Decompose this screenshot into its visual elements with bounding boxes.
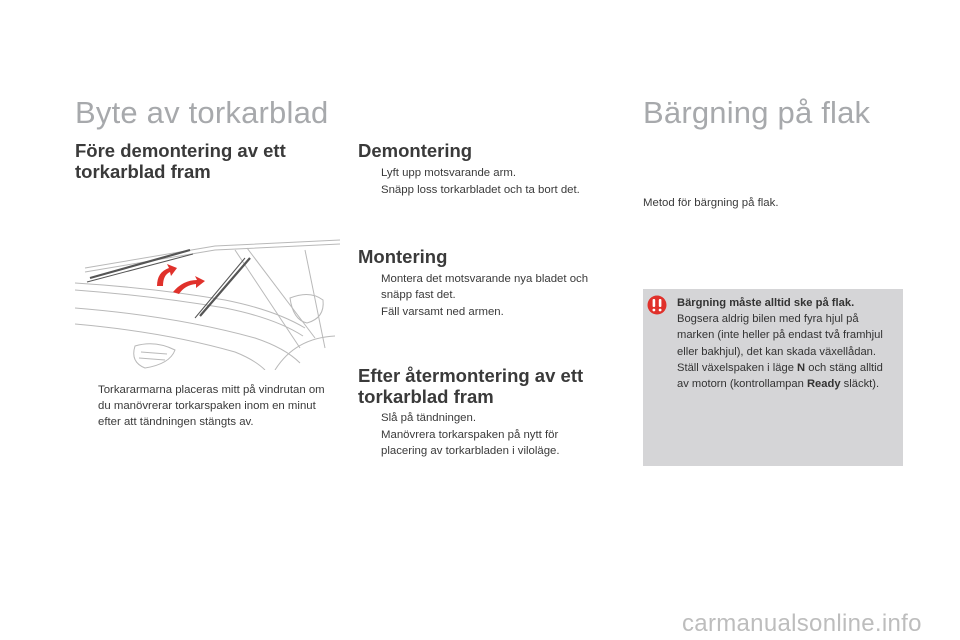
warning-icon [647,295,667,315]
watermark: carmanualsonline.info [682,610,922,637]
wiper-illustration [75,228,340,370]
towing-intro: Metod för bärgning på flak. [643,197,779,209]
montering-list [358,271,610,321]
warning-bold-line: Bärgning måste alltid ske på flak. [677,297,855,309]
heading-after-refit: Efter återmontering av ett torkarblad fram [358,365,584,407]
list-item: Manövrera torkarspaken på nytt för placering av torkarbladen i viloläge. [381,429,560,457]
list-item: Fäll varsamt ned armen. [381,306,504,318]
page-title-left: Byte av torkarblad [75,95,329,130]
warning-text-1: Bogsera aldrig bilen med fyra hjul på marken (inte heller på endast två framhjul eller bakhjul), det kan skada växellådan. [677,313,883,358]
heading-demontering: Demontering [358,140,473,161]
list-item: Torkararmarna placeras mitt på vindrutan om du manövrerar torkarspaken inom en minut efter att tändningen stängts av. [98,384,325,428]
heading-montering: Montering [358,246,448,267]
demontering-list [358,165,608,199]
page-title-right: Bärgning på flak [643,95,871,130]
warning-text [677,295,895,392]
before-removal-list [75,382,325,431]
heading-before-removal: Före demontering av ett torkarblad fram [75,140,286,182]
list-item: Lyft upp motsvarande arm. [381,167,517,179]
warning-text-2: Ställ växelspaken i läge N och stäng alltid av motorn (kontrollampan Ready släckt). [677,361,883,391]
warning-box [643,289,903,466]
list-item: Slå på tändningen. [381,412,477,424]
after-refit-list [358,410,598,460]
list-item: Montera det motsvarande nya bladet och snäpp fast det. [381,273,589,301]
list-item: Snäpp loss torkarbladet och ta bort det. [381,184,580,196]
